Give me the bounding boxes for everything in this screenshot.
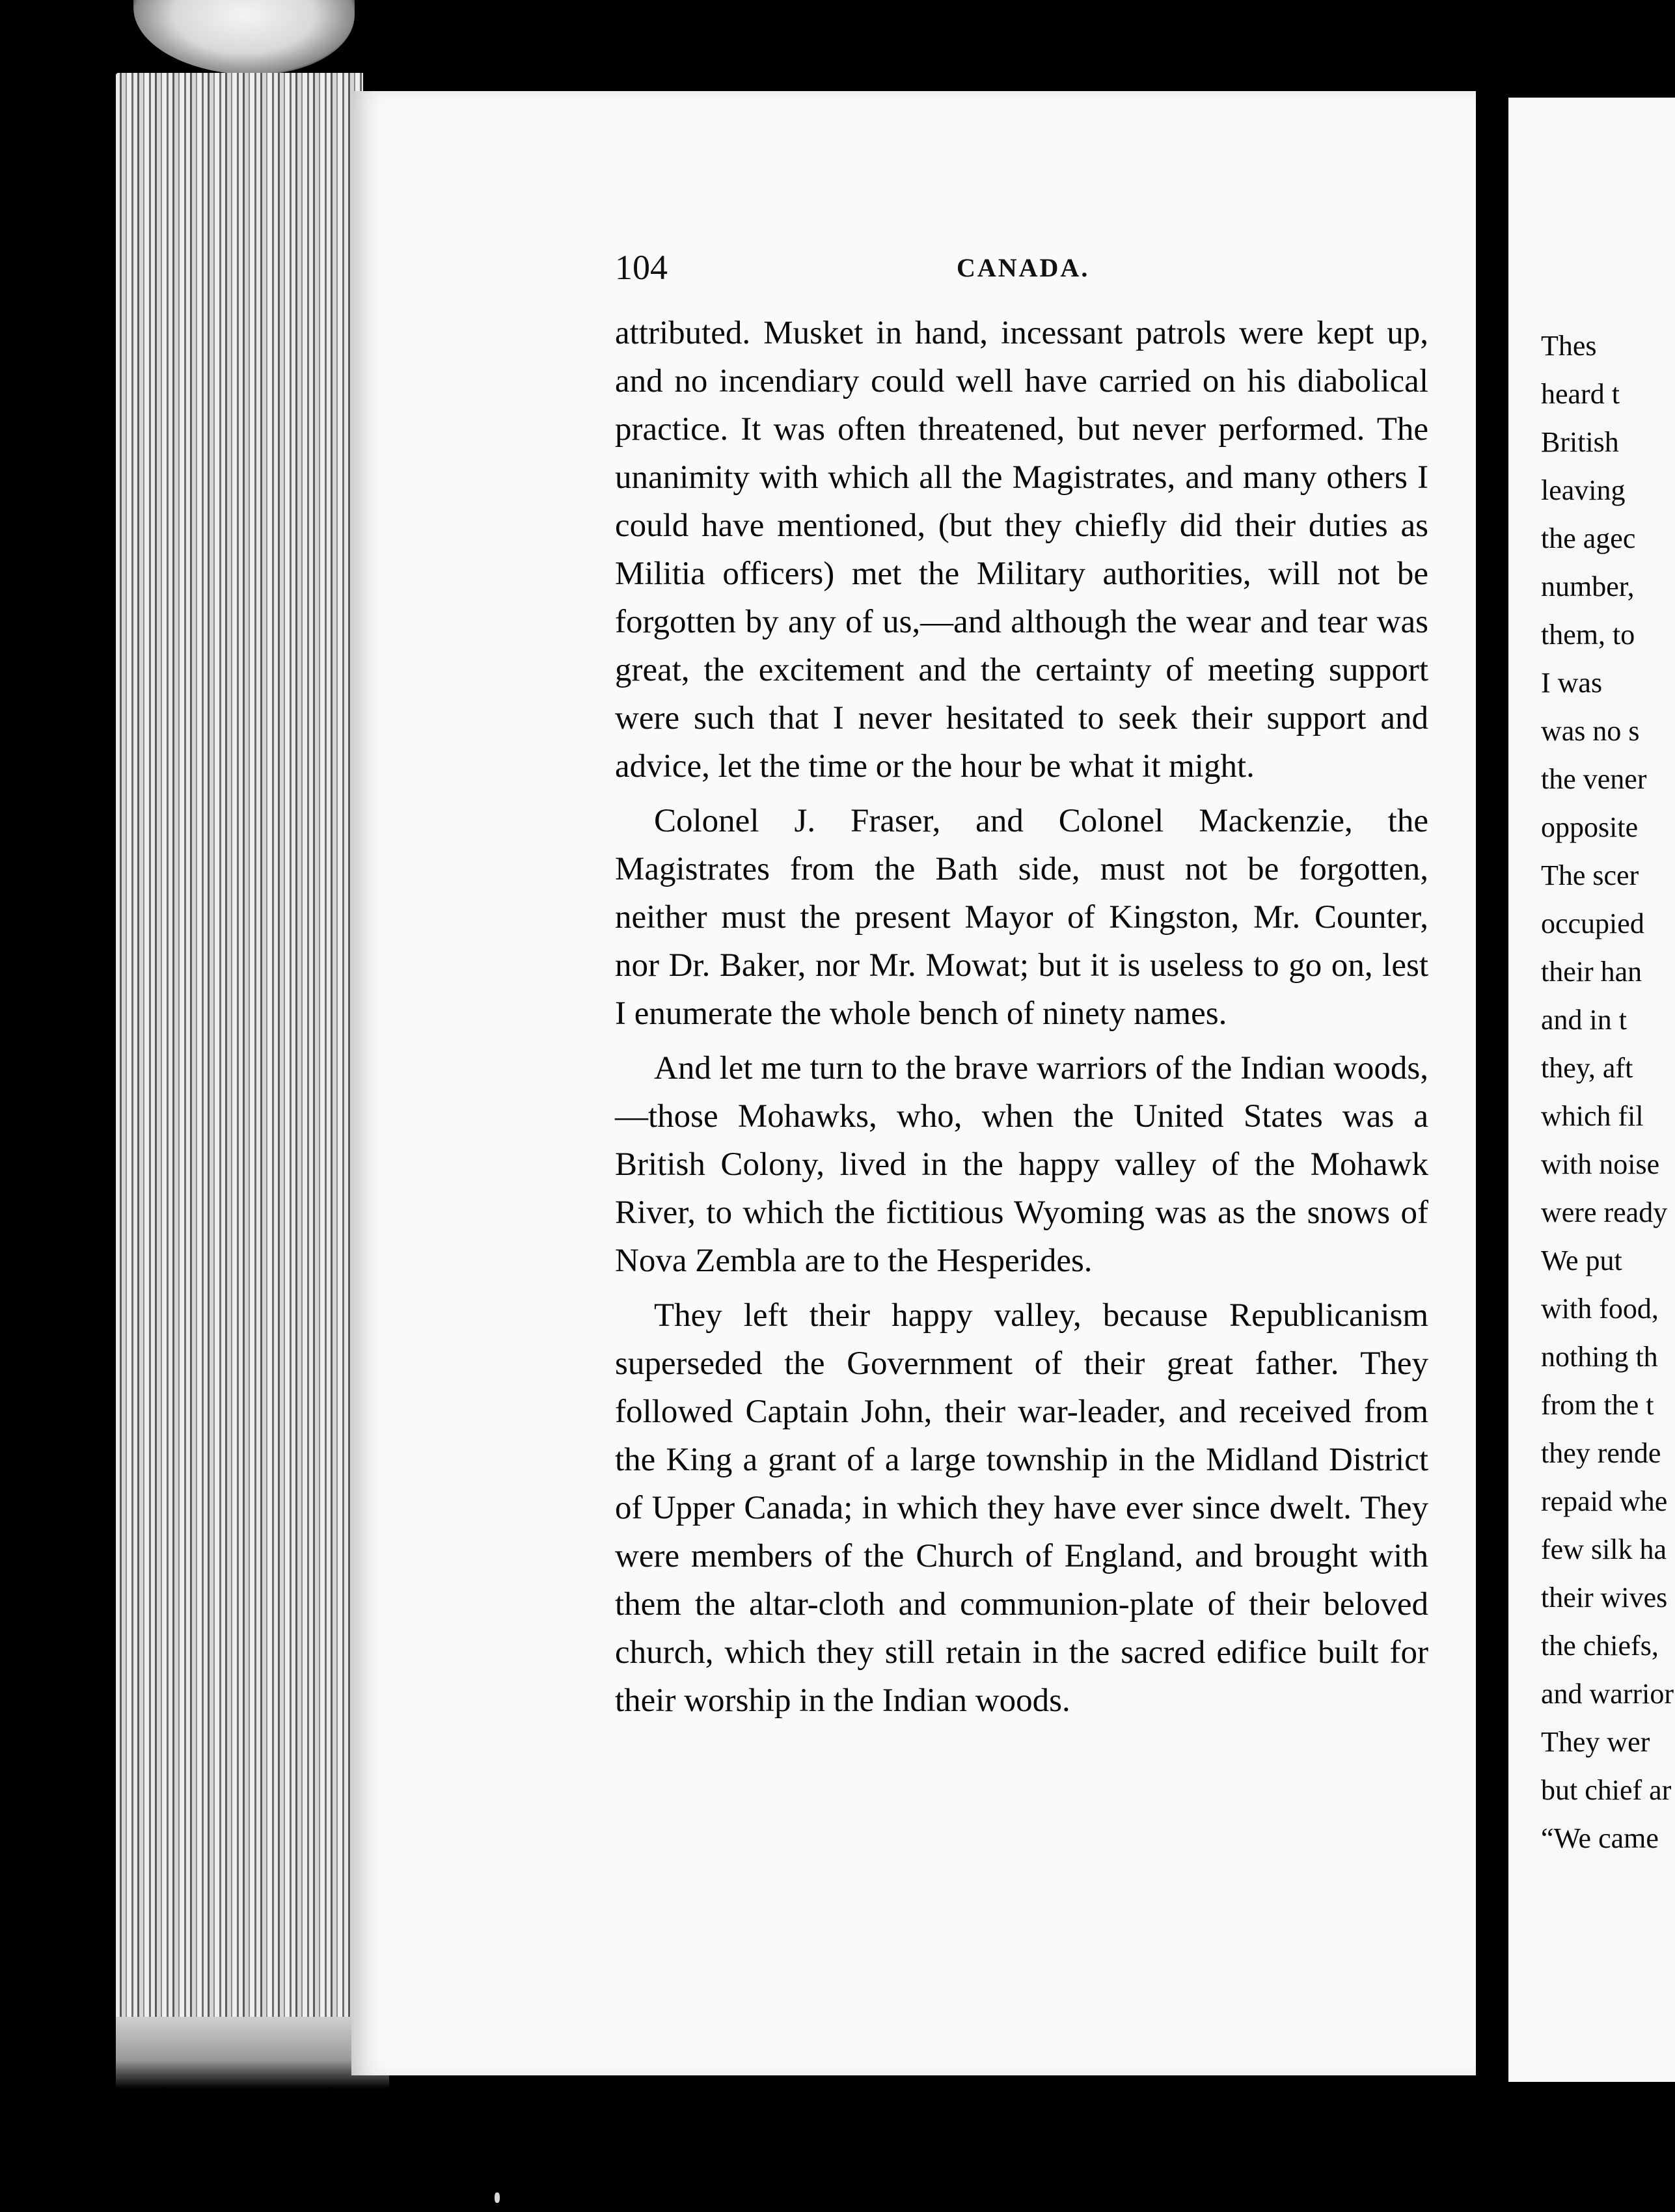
facing-line: was no s <box>1541 715 1640 747</box>
scan-speck <box>495 2192 500 2203</box>
facing-line: The scer <box>1541 859 1639 891</box>
facing-line: the chiefs, <box>1541 1630 1659 1662</box>
facing-line: few silk ha <box>1541 1533 1667 1565</box>
running-head: CANADA. <box>957 253 1090 282</box>
facing-page-text <box>1541 322 1675 1863</box>
page-body <box>615 309 1428 1725</box>
facing-line: which fil <box>1541 1100 1644 1132</box>
facing-line: were ready <box>1541 1196 1668 1228</box>
book-page-edges-bottom <box>116 2017 389 2088</box>
facing-line: nothing th <box>1541 1341 1658 1373</box>
facing-line: them, to <box>1541 619 1635 651</box>
facing-line: British <box>1541 426 1619 458</box>
paragraph: And let me turn to the brave warriors of the Indian woods,—those Mohawks, who, when the United States was a British Colony, lived in the happy valley of the Mohawk River, to which the fictitious Wyoming was as the snows of Nova Zembla are to the Hesperides. <box>615 1050 1428 1279</box>
facing-line: the agec <box>1541 522 1636 554</box>
facing-line: but chief ar <box>1541 1774 1672 1806</box>
facing-line: number, <box>1541 571 1635 602</box>
facing-line: their wives <box>1541 1582 1668 1613</box>
facing-line: and in t <box>1541 1004 1627 1036</box>
facing-line: I was <box>1541 667 1603 699</box>
paragraph: attributed. Musket in hand, incessant patrols were kept up, and no incendiary could well have carried on his diabolical practice. It was often threatened, but never performed. The unanimity with which all the Magistrates, and many others I could have mentioned, (but they chiefly did their duties as Militia officers) met the Military authorities, will not be forgotten by any of us,—and although the wear and tear was great, the excitement and the certainty of meeting support were such that I never hesitated to seek their support and advice, let the time or the hour be what it might. <box>615 315 1428 785</box>
facing-line: and warrior <box>1541 1678 1674 1710</box>
facing-line: their han <box>1541 956 1642 988</box>
facing-line: They wer <box>1541 1726 1650 1758</box>
facing-line: with food, <box>1541 1293 1659 1325</box>
page-number: 104 <box>615 248 668 287</box>
book-gutter <box>1476 78 1510 2108</box>
torn-paper-scrap <box>133 0 355 75</box>
facing-line: occupied <box>1541 908 1644 939</box>
facing-line: We put <box>1541 1245 1622 1276</box>
facing-line: they rende <box>1541 1437 1661 1469</box>
facing-line: the vener <box>1541 763 1647 795</box>
facing-line: repaid whe <box>1541 1485 1668 1517</box>
facing-line: “We came <box>1541 1822 1659 1854</box>
facing-line: heard t <box>1541 378 1620 410</box>
facing-line: from the t <box>1541 1389 1654 1421</box>
page-header <box>615 247 1428 286</box>
facing-line: with noise <box>1541 1148 1660 1180</box>
book-page-edges <box>116 73 363 2073</box>
paragraph: They left their happy valley, because Republicanism superseded the Government of their great father. They followed Captain John, their war-leader, and received from the King a grant of a large township in the Midland District of Upper Canada; in which they have ever since dwelt. They were members of the Church of England, and brought with them the altar-cloth and communion-plate of their beloved church, which they still retain in the sacred edifice built for their worship in the Indian woods. <box>615 1297 1428 1719</box>
facing-line: Thes <box>1541 330 1597 362</box>
facing-line: leaving <box>1541 474 1626 506</box>
facing-line: opposite <box>1541 811 1639 843</box>
paragraph: Colonel J. Fraser, and Colonel Mackenzie, the Magistrates from the Bath side, must not be forgotten, neither must the present Mayor of Kingston, Mr. Counter, nor Dr. Baker, nor Mr. Mowat; but it is useless to go on, lest I enumerate the whole bench of ninety names. <box>615 803 1428 1032</box>
facing-line: they, aft <box>1541 1052 1633 1084</box>
